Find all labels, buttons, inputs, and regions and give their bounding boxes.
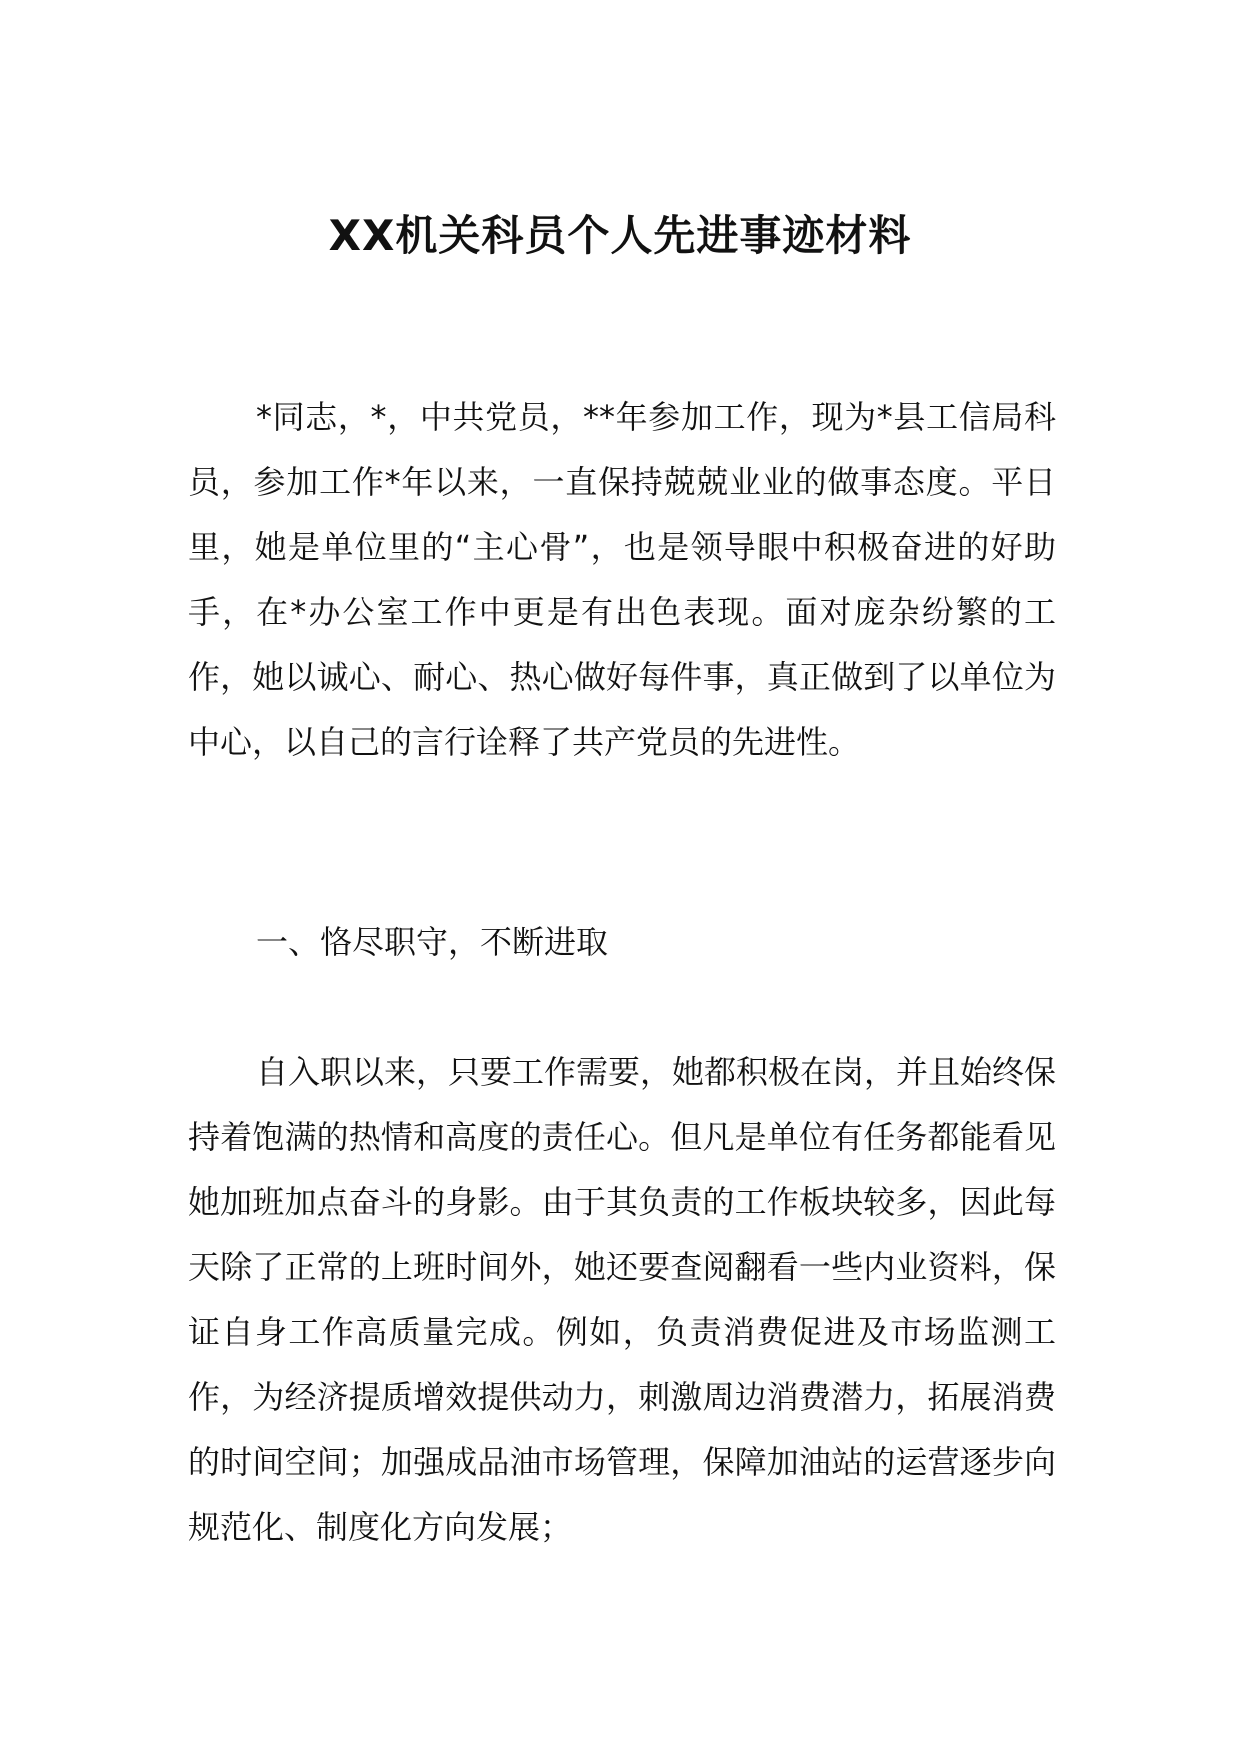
- intro-paragraph: *同志，*，中共党员，**年参加工作，现为*县工信局科员，参加工作*年以来，一直保持兢兢业业的做事态度。平日里，她是单位里的“主心骨”，也是领导眼中积极奋进的好助手，在*办公室工作中更是有出色表现。面对庞杂纷繁的工作，她以诚心、耐心、热心做好每件事，真正做到了以单位为中心，以自己的言行诠释了共产党员的先进性。: [188, 398, 1056, 761]
- document-title: XX机关科员个人先进事迹材料: [328, 211, 912, 260]
- section-paragraph: 自入职以来，只要工作需要，她都积极在岗，并且始终保持着饱满的热情和高度的责任心。但凡是单位有任务都能看见她加班加点奋斗的身影。由于其负责的工作板块较多，因此每天除了正常的上班时间外，她还要查阅翻看一些内业资料，保证自身工作高质量完成。例如，负责消费促进及市场监测工作，为经济提质增效提供动力，刺激周边消费潜力，拓展消费的时间空间；加强成品油市场管理，保障加油站的运营逐步向规范化、制度化方向发展；: [188, 1053, 1057, 1546]
- section-heading: 一、恪尽职守，不断进取: [256, 923, 609, 961]
